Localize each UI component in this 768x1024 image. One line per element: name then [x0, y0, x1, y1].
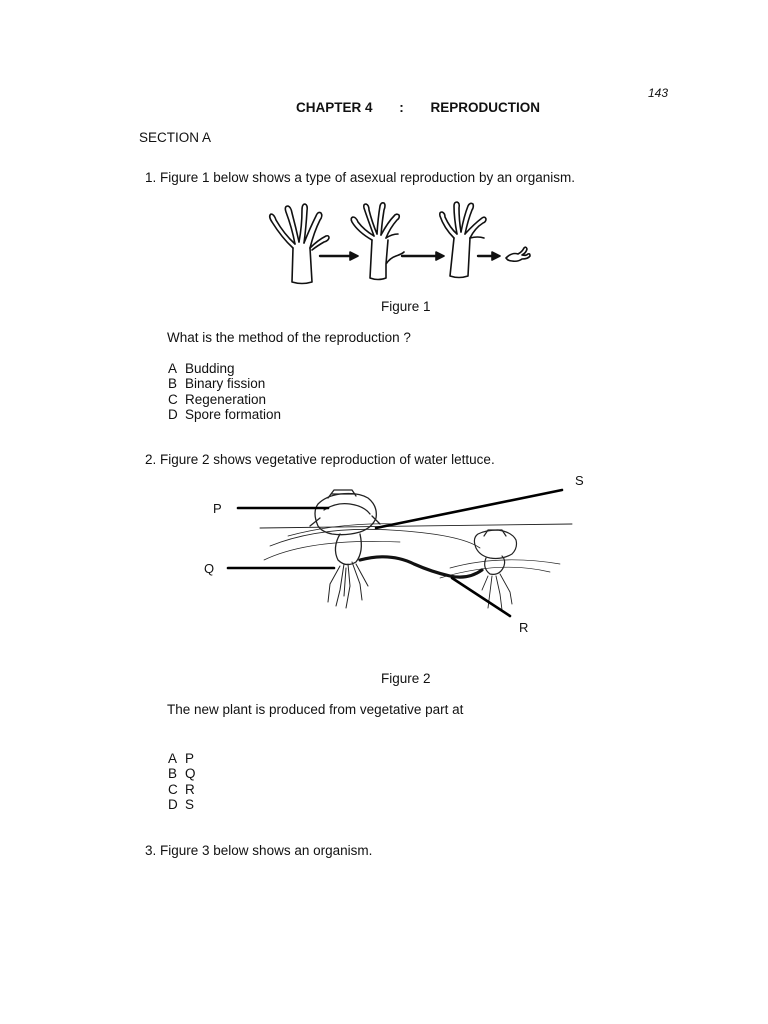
chapter-heading [296, 100, 540, 115]
question-2-stem: 2. Figure 2 shows vegetative reproduction of water lettuce. [145, 452, 495, 467]
option-text: R [185, 781, 195, 797]
option-letter: A [168, 751, 178, 766]
option-letter: A [168, 361, 178, 376]
hydra-figure [351, 203, 404, 280]
question-2-prompt: The new plant is produced from vegetative part at [167, 702, 464, 717]
option-text: S [185, 796, 195, 812]
option-b[interactable] [168, 376, 281, 391]
option-a[interactable] [168, 361, 281, 376]
right-arrow-icon [320, 252, 358, 260]
label-p: P [213, 501, 222, 516]
stolon [360, 557, 482, 577]
option-letter: C [168, 391, 178, 407]
question-2-options [168, 751, 196, 812]
option-c[interactable] [168, 782, 196, 797]
question-3-stem: 3. Figure 3 below shows an organism. [145, 843, 373, 858]
page-number: 143 [648, 86, 669, 100]
option-text: Spore formation [185, 406, 282, 422]
right-arrow-icon [478, 252, 500, 260]
option-text: Regeneration [185, 391, 267, 407]
option-letter: B [168, 376, 178, 392]
figure-2-caption: Figure 2 [381, 671, 431, 686]
section-heading: SECTION A [139, 130, 212, 145]
option-b[interactable] [168, 766, 196, 781]
option-c[interactable] [168, 392, 281, 407]
label-r: R [519, 620, 529, 635]
figure-1-caption: Figure 1 [381, 299, 431, 314]
figure-2-water-lettuce [200, 468, 600, 648]
hydra-figure [506, 247, 530, 261]
question-1-prompt: What is the method of the reproduction ? [167, 330, 411, 345]
option-a[interactable] [168, 751, 196, 766]
option-text: Budding [185, 361, 235, 376]
option-text: P [185, 751, 195, 766]
chapter-topic: REPRODUCTION [430, 100, 541, 115]
label-q: Q [204, 561, 215, 576]
figure-1-hydra-regeneration [262, 198, 537, 288]
option-letter: D [168, 406, 178, 422]
root-system [482, 574, 512, 610]
chapter-separator: : [399, 100, 404, 115]
option-d[interactable] [168, 797, 196, 812]
label-pointers [228, 490, 562, 616]
option-letter: C [168, 781, 178, 797]
question-1-options [168, 361, 281, 422]
label-s: S [575, 473, 584, 488]
option-d[interactable] [168, 407, 281, 422]
option-letter: D [168, 796, 178, 812]
option-text: Q [185, 766, 196, 782]
hydra-figure [270, 204, 329, 284]
hydra-figure [440, 202, 486, 278]
question-1-stem: 1. Figure 1 below shows a type of asexual reproduction by an organism. [145, 170, 575, 185]
option-letter: B [168, 766, 178, 782]
chapter-label: CHAPTER 4 [296, 100, 373, 115]
option-text: Binary fission [185, 376, 266, 392]
right-arrow-icon [402, 252, 444, 260]
